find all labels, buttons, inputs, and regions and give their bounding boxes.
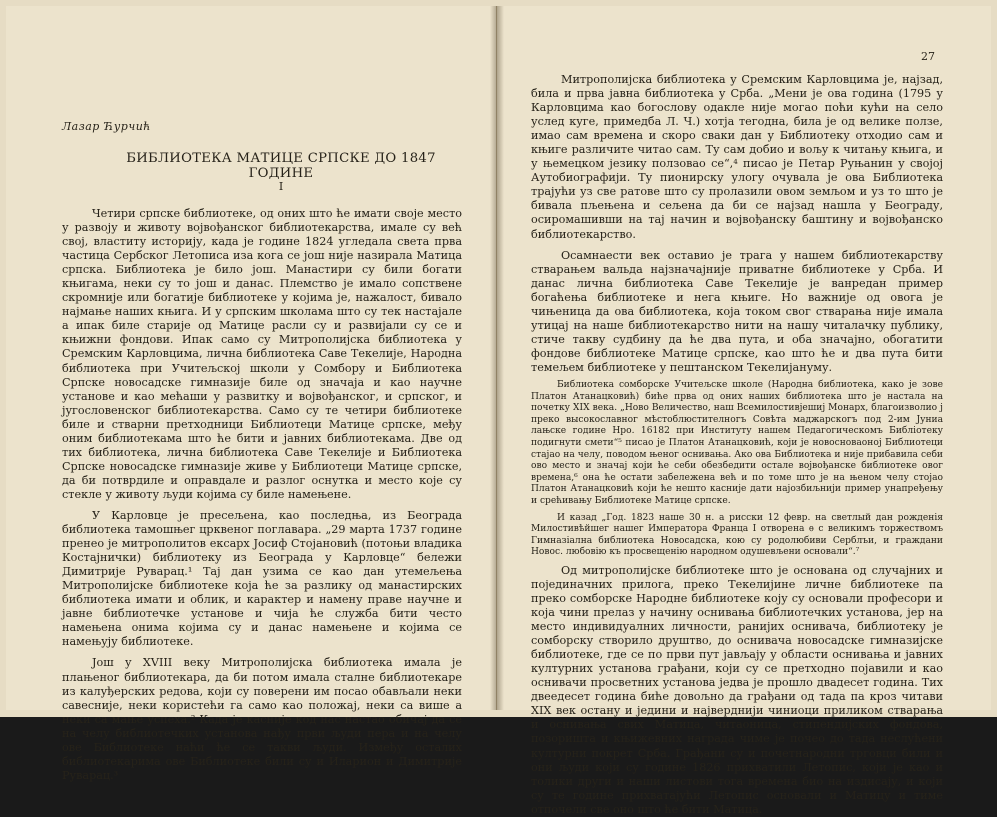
small-paragraph: И казад „Год. 1823 наше 30 н. а рисски 12 февр. на светлый дан рожденія Милостивѣйшег нашег Императора Франца І отворена ѳ с великимъ торжествомъ Гимназіална библиотека Новосадска, кою су родолюбиви Серблъи, и граждани Новос. любовію къ просвещенію народном одушевљени основали“.⁷ (531, 512, 943, 558)
paragraph: Четири српске библиотеке, од оних што ће имати своје место у развоју и животу војвођанског библиотекарства, имале су већ свој, властиту историју, када је године 1824 угледала света прва частица Сербског Летописа иза кога се још није назирала Матица српска. Библиотека је било још. Манастири су били богати књигама, неки су то још и данас. Племство је имало сопствене скромније или богатије библиотеке у којима је, нажалост, бивало најмање наших књига. И у српским школама што су тек настајале а ипак биле старије од Матице расли су и развијали су се и књижни фондови. Ипак само су Митрополијска библиотека у Сремским Карловцима, лична библиотека Саве Текелије, Народна библиотека при Учитељској школи у Сомбору и Библиотека Српске новосадске гимназије биле од значаја и као научне установе и као мећаши у развитку и војвођанског, и српског, и југословенског библиотекарства. Само су те четири библиотеке биле и стварни претходници Библиотеци Матице српске, међу оним библиотекама што ће бити и јавних библиотекама. Две од тих библиотека, лична библиотека Саве Текелије и Библиотека Српске новосадске гимназије живе у Библиотеци Матице српске, да би потврдиле и оправдале и разлог оснутка и место које су стекле у животу људи којима су биле намењене. (62, 207, 462, 501)
left-body (62, 207, 462, 783)
book-gutter (490, 6, 504, 710)
paragraph: У Карловце је пресељена, као последња, из Београда библиотека тамошњег црквеног поглавара. „29 марта 1737 године пренео је митрополитов ексарх Јосиф Стојановић (потоњи владика Костајнички) библиотеку из Београда у Карловце“ бележи Димитрије Руварац.¹ Тај дан узима се као дан утемељења Митрополијске библиотеке која ће за разлику од манастирских библиотека имати и облик, и карактер и намену праве научне и јавне библиотечке установе и чија ће служба бити често намењена онима којима су и данас намењене и којима се намењују библиотеке. (62, 508, 462, 649)
paragraph: Још у XVIII веку Митрополијска библиотека имала је плањеног библиотекара, да би потом имала сталне библиотекаре из калуђерских редова, који су поверени им посао обављали неки савесније, неки користећи га само као положај, неки са више а неки са мање успеха.² Када је касније код нас настао обичај да се на челу библиотечких установа нађу први људи пера и на челу ове Библиотеке наћи ће се такви људи. Између осталих библиотекарима ове Библиотеке били су и Иларион и Димитрије Руварац.³ (62, 656, 462, 782)
right-body (531, 73, 943, 817)
small-paragraph: Библиотека сомборске Учитељске школе (Народна библиотека, како је зове Платон Атанацковић) биће прва од оних наших библиотека што је настала на почетку XIX века. „Ново Величество, наш Всемилостивјешиј Монарх, благоизволио ј преко высокославног мѣстоблюстителногъ Совѣта маджарскогъ под 2-им Јуниа лањске године Нро. 16182 при Институту нашем Педагогическомъ Библіотеку подигнути смети“⁵ писао је Платон Атанацковић, који је новосноваоној Библиотеци стајао на челу, поводом њеног оснивања. Ако ова Библиотека и није прибавила себи ово место и значај који ће себи обезбедити остале војвођанске библиотеке овог времена,⁶ она ће остати забележена већ и по томе што је на њеном челу стојао Платон Атанацковић који ће нешто касније дати најозбиљнији пример унапређењу и срећивању Библиотеке Матице српске. (531, 379, 943, 506)
right-page (497, 6, 991, 816)
section-number: I (278, 180, 284, 193)
paragraph: Осамнаести век оставио је трага у нашем библиотекарству стварањем вальда најзначајније приватне библиотеке у Срба. И данас лична библиотека Саве Текелије је ванредан пример богаћења библиотеке и нега књиге. Но важније од овога је чињеница да ова библиотека, која током свог стварања није имала утицај на наше библиотекарство нити на нашу читалачку публику, стиче такву судбину да ће два пута, и оба значајно, обогатити фондове библиотеке Матице српске, као што ће и два пута бити темељем библиотеке у пештанском Текелијануму. (531, 248, 943, 374)
page-number: 27 (921, 50, 935, 63)
article-title: БИБЛИОТЕКА МАТИЦЕ СРПСКЕ ДО 1847 ГОДИНЕ (126, 151, 436, 181)
paragraph: Митрополијска библиотека у Сремским Карловцима је, најзад, била и прва јавна библиотека у Срба. „Мени је ова година (1795 у Карловцима као богослову одакле није могао поћи кући на село услед куге, примедба Л. Ч.) хотја тегодна, била је од велике ползе, имао сам времена и скоро сваки дан у Библиотеку отходио сам и књиге различите читао сам. Ту сам добио и вољу к читању књига, и у њемецком језику ползовао се“,⁴ писао је Петар Руњанин у својој Аутобиографији. Ту пионирску улогу очувала је ова Библиотека трајући уз све ратове што су пролазили овом земљом и уз то што је бивала пљењена и сељена да би се најзад нашла у Београду, осиромашивши на тај начин и војвођанску баштину и војвођанско библиотекарство. (531, 73, 943, 241)
left-page (6, 6, 497, 782)
author-name: Лазар Ћурчић (62, 120, 151, 133)
paragraph: Од митрополијске библиотеке што је основана од случајних и појединачних прилога, преко Текелијине личне библиотеке па преко сомборске Народне библиотеке коју су основали професори и која чини прелаз у начину оснивања библиотечких установа, јер на место индивидуалних личности, ранијих оснивача, библиотеку је сомборску створило друштво, до оснивача новосадске гимназијске библиотеке, где се по први пут јављају у области оснивања и јавних културних установа грађани, који су се претходно појавили и као оснивачи просветних установа једва је прошло двадесет година. Тих двеедесет година биће довољно да грађани од тада па кроз читави XIX век остану и једини и најверднији чиниоци приликом стварања и оснивања свих Матица, читаоница, стипендијских фондова, позоришта и књижевних награда чиме је почео до тада неслућени културни покрет Срба. Грађани су и почетнародни трговци били и они људи који су године 1826 прихватили Летопис, који је као и толики други и наши листови тога времена био на издисају, и који су те године прихватајући Летопис основали и Матицу и тиме отпочели све оно што ће бити Матица. (531, 563, 943, 816)
